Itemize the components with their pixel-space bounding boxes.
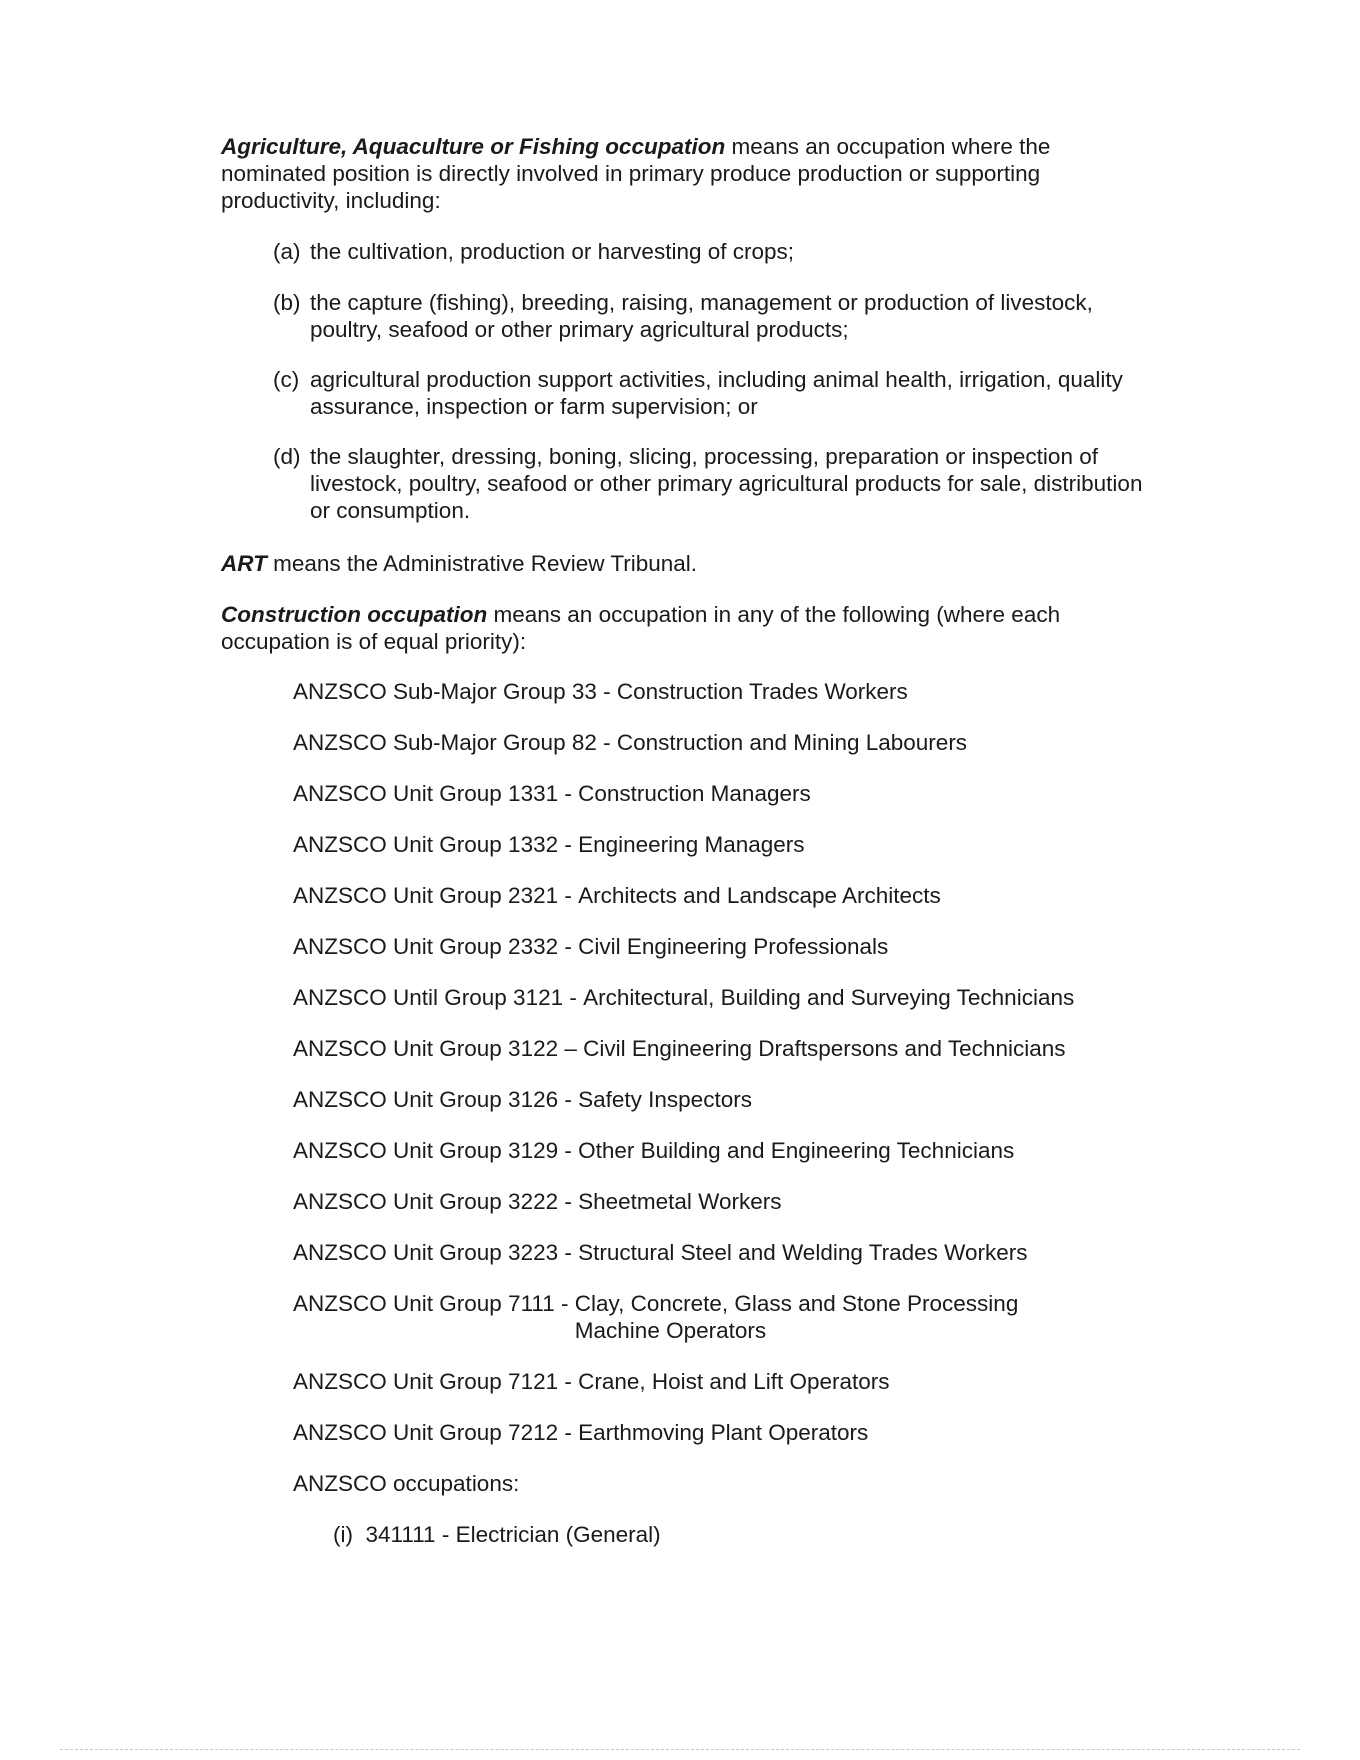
group-description: Civil Engineering Professionals	[578, 934, 889, 959]
item-label: (d)	[273, 444, 301, 469]
item-text: agricultural production support activities, including animal health, irrigation, quality assurance, inspection or farm supervision; or	[310, 367, 1123, 419]
anzsco-group	[293, 1419, 868, 1446]
definition-construction	[221, 601, 1141, 655]
definition-text: means an occupation where the nominated position is directly involved in primary produce production or supporting productivity, including:	[221, 134, 1051, 213]
group-code: ANZSCO Unit Group 3129 -	[293, 1138, 579, 1163]
anzsco-group	[293, 882, 941, 909]
anzsco-group	[293, 678, 908, 705]
group-description: Earthmoving Plant Operators	[578, 1420, 869, 1445]
group-code: ANZSCO Unit Group 3223 -	[293, 1240, 579, 1265]
occupations-heading: ANZSCO occupations:	[293, 1471, 520, 1496]
group-code: ANZSCO Unit Group 7111 -	[293, 1291, 575, 1316]
group-description: Clay, Concrete, Glass and Stone Processing Machine Operators	[574, 1291, 1019, 1343]
group-code: ANZSCO Unit Group 3222 -	[293, 1189, 579, 1214]
group-code: ANZSCO Unit Group 3122 –	[293, 1036, 584, 1061]
anzsco-group	[293, 1188, 782, 1215]
scan-artifact-line	[60, 1749, 1300, 1750]
group-description: Construction Managers	[578, 781, 811, 806]
item-label: (a)	[273, 239, 301, 264]
definition-text: means an occupation in any of the following (where each occupation is of equal priority):	[221, 602, 1061, 654]
group-description: Construction and Mining Labourers	[616, 730, 968, 755]
defined-term: Agriculture, Aquaculture or Fishing occupation	[221, 134, 726, 159]
definition-agriculture	[221, 133, 1141, 214]
anzsco-group	[293, 780, 811, 807]
anzsco-group	[293, 1086, 752, 1113]
group-code: ANZSCO Sub-Major Group 82 -	[293, 730, 617, 755]
anzsco-group	[293, 729, 967, 756]
occupation-item	[333, 1521, 661, 1548]
anzsco-group	[293, 1035, 1065, 1062]
group-code: ANZSCO Unit Group 7121 -	[293, 1369, 579, 1394]
group-code: ANZSCO Unit Group 3126 -	[293, 1087, 579, 1112]
group-description: Other Building and Engineering Technicians	[578, 1138, 1015, 1163]
group-description: Engineering Managers	[578, 832, 805, 857]
group-code: ANZSCO Unit Group 1331 -	[293, 781, 579, 806]
item-text: the capture (fishing), breeding, raising, management or production of livestock, poultry, seafood or other primary agricultural products;	[310, 290, 1093, 342]
group-code: ANZSCO Until Group 3121 -	[293, 985, 584, 1010]
item-label: (c)	[273, 367, 300, 392]
group-description: Structural Steel and Welding Trades Workers	[578, 1240, 1028, 1265]
group-code: ANZSCO Sub-Major Group 33 -	[293, 679, 617, 704]
item-text: the slaughter, dressing, boning, slicing, processing, preparation or inspection of livestock, poultry, seafood or other primary agricultural products for sale, distribution or consumption.	[310, 444, 1143, 523]
anzsco-group	[293, 1368, 890, 1395]
group-code: ANZSCO Unit Group 2321 -	[293, 883, 579, 908]
defined-term: Construction occupation	[221, 602, 488, 627]
anzsco-group	[293, 1137, 1014, 1164]
group-code: ANZSCO Unit Group 1332 -	[293, 832, 579, 857]
group-description: Safety Inspectors	[578, 1087, 752, 1112]
item-label: (b)	[273, 290, 301, 315]
group-code: ANZSCO Unit Group 7212 -	[293, 1420, 579, 1445]
item-text: the cultivation, production or harvesting of crops;	[310, 239, 795, 264]
anzsco-group	[293, 831, 805, 858]
group-description: Architectural, Building and Surveying Technicians	[583, 985, 1075, 1010]
anzsco-group	[293, 1239, 1027, 1266]
group-description: Architects and Landscape Architects	[578, 883, 941, 908]
item-text: 341111 - Electrician (General)	[365, 1522, 661, 1547]
group-description: Construction Trades Workers	[616, 679, 908, 704]
group-description: Civil Engineering Draftspersons and Technicians	[583, 1036, 1066, 1061]
group-description: Sheetmetal Workers	[578, 1189, 782, 1214]
definition-art	[221, 550, 1141, 577]
group-description: Crane, Hoist and Lift Operators	[578, 1369, 890, 1394]
defined-term: ART	[221, 551, 267, 576]
item-label: (i)	[333, 1522, 353, 1547]
definition-text: means the Administrative Review Tribunal.	[266, 551, 698, 576]
anzsco-group	[293, 933, 888, 960]
group-code: ANZSCO Unit Group 2332 -	[293, 934, 579, 959]
anzsco-group	[293, 984, 1074, 1011]
anzsco-group	[293, 1290, 1035, 1344]
